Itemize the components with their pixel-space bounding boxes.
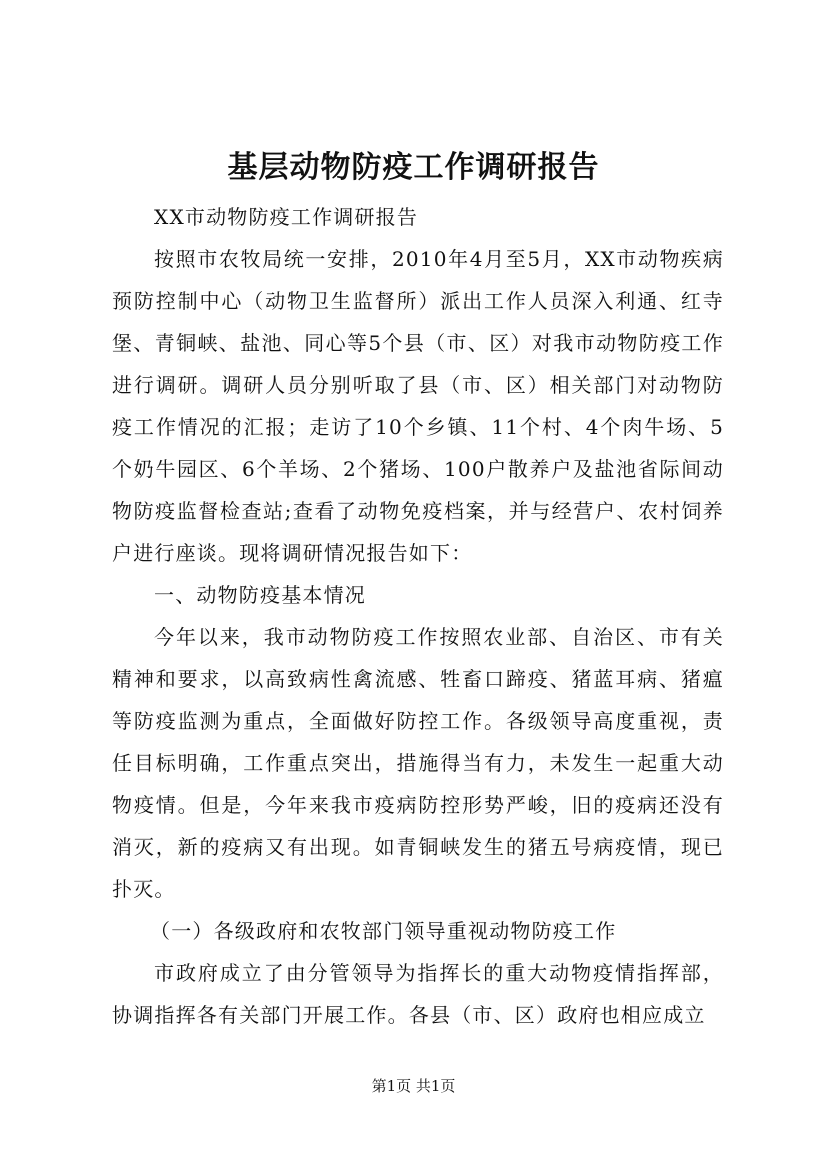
- document-title: 基层动物防疫工作调研报告: [227, 150, 600, 185]
- overview-paragraph: 今年以来，我市动物防疫工作按照农业部、自治区、市有关精神和要求，以高致病性禽流感、牲畜口蹄疫、猪蓝耳病、猪瘟等防疫监测为重点，全面做好防控工作。各级领导高度重视，责任目标明确，工作重点突出，措施得当有力，未发生一起重大动物疫情。但是，今年来我市疫病防控形势严峻，旧的疫病还没有消灭，新的疫病又有出现。如青铜峡发生的猪五号病疫情，现已扑灭。: [112, 625, 724, 901]
- document-body: [112, 196, 724, 1036]
- page-footer: 第1页 共1页: [371, 1077, 456, 1095]
- body-paragraph: 市政府成立了由分管领导为指挥长的重大动物疫情指挥部，协调指挥各有关部门开展工作。各县（市、区）政府也相应成立: [112, 961, 724, 1027]
- subtitle-paragraph: XX市动物防疫工作调研报告: [154, 205, 419, 229]
- subsection-heading: （一）各级政府和农牧部门领导重视动物防疫工作: [150, 919, 617, 943]
- section-heading: 一、动物防疫基本情况: [154, 583, 366, 607]
- intro-paragraph: 按照市农牧局统一安排，2010年4月至5月，XX市动物疾病预防控制中心（动物卫生监督所）派出工作人员深入利通、红寺堡、青铜峡、盐池、同心等5个县（市、区）对我市动物防疫工作进行调研。调研人员分别听取了县（市、区）相关部门对动物防疫工作情况的汇报；走访了10个乡镇、11个村、4个肉牛场、5个奶牛园区、6个羊场、2个猪场、100户散养户及盐池省际间动物防疫监督检查站;查看了动物免疫档案，并与经营户、农村饲养户进行座谈。现将调研情况报告如下：: [112, 247, 724, 565]
